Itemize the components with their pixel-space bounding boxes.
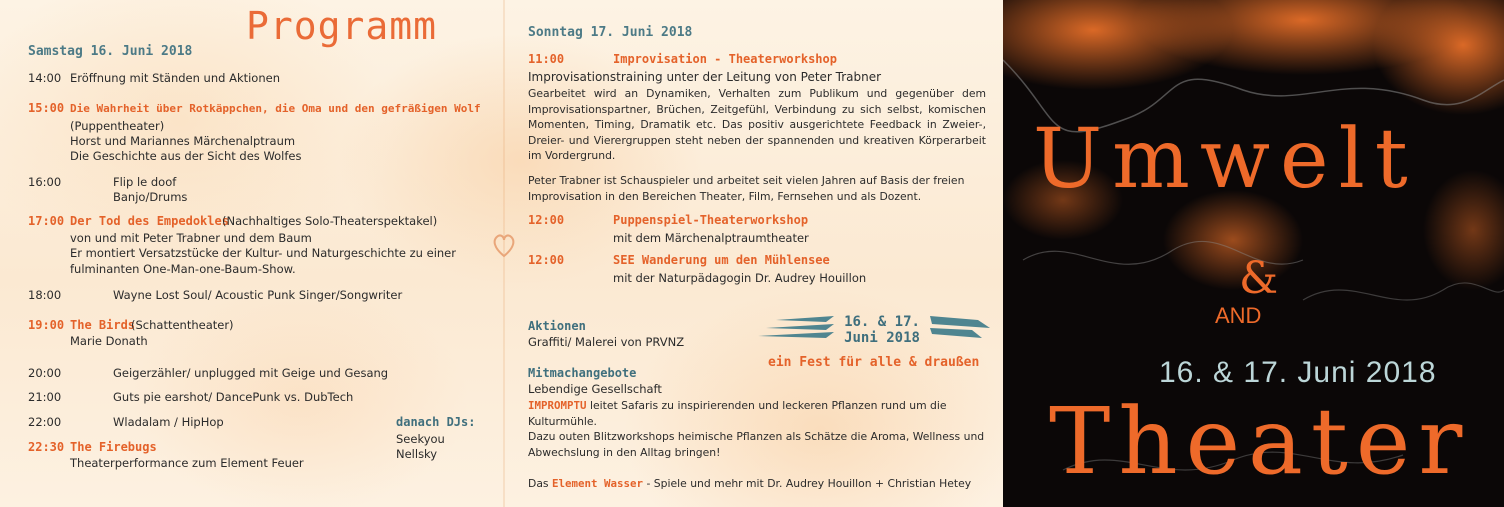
djs-heading: danach DJs:: [396, 415, 476, 429]
event-line: Flip le doof: [113, 175, 177, 189]
time-highlight: 19:00: [28, 318, 65, 332]
workshop-description: Gearbeitet wird an Dynamiken, Verhalten zum Publikum und gegenüber dem Improvisationspartner, Brüchen, Zeitgefühl, Verbindung zu sich selbst, komischen Momenten, Timing, Dramatik etc. Das positiv ausgerichtete Feedback in Zweier-, Dreier- und Vierergruppen steht neben der spannenden und kreativen Körperarbeit im Vordergrund.: [528, 87, 986, 162]
event-line: Die Geschichte aus der Sicht des Wolfes: [70, 149, 302, 163]
element-wasser-line: [528, 476, 988, 492]
time: 14:00: [28, 71, 62, 85]
fest-tagline: ein Fest für alle & draußen: [768, 355, 980, 370]
wing-right-icon: [928, 312, 992, 340]
dj-name: Seekyou: [396, 432, 445, 446]
cover-and: AND: [1215, 303, 1262, 328]
event-text: Guts pie earshot/ DancePunk vs. DubTech: [113, 390, 354, 404]
event-line: Er montiert Versatzstücke der Kultur- und Naturgeschichte zu einer: [70, 246, 456, 260]
swirl-ornament-icon: [488, 228, 520, 258]
event-line: (Puppentheater): [70, 119, 165, 133]
event-text: Wayne Lost Soul/ Acoustic Punk Singer/Songwriter: [113, 288, 403, 302]
time-highlight: 22:30: [28, 440, 65, 454]
wasser-prefix: Das: [528, 477, 549, 490]
mitmach-line: Lebendige Gesellschaft: [528, 382, 662, 396]
event-title: The Firebugs: [70, 440, 157, 454]
cover-panel: [1003, 0, 1504, 507]
event-title: Puppenspiel-Theaterworkshop: [613, 213, 809, 227]
event-title: Der Tod des Empedokles: [70, 214, 229, 228]
aktionen-heading: Aktionen: [528, 319, 586, 333]
mitmach-heading: Mitmachangebote: [528, 366, 637, 380]
cover-word-theater: Theater: [1049, 388, 1471, 495]
event-text: Eröffnung mit Ständen und Aktionen: [70, 71, 280, 85]
cover-date: 16. & 17. Juni 2018: [1159, 356, 1437, 389]
time-highlight: 12:00: [528, 253, 565, 267]
sunday-heading: Sonntag 17. Juni 2018: [528, 25, 693, 40]
time-highlight: 17:00: [28, 214, 65, 228]
event-subtitle: (Nachhaltiges Solo-Theaterspektakel): [222, 214, 438, 228]
fest-date: 16. & 17. Juni 2018: [844, 314, 920, 346]
trainer-bio: Peter Trabner ist Schauspieler und arbeitet seit vielen Jahren auf Basis der freien Improvisation in den Bereichen Theater, Film, Fernsehen und als Dozent.: [528, 174, 965, 203]
event-subtitle: (Schattentheater): [131, 318, 234, 332]
event-line: fulminanten One-Man-one-Baum-Show.: [70, 262, 296, 276]
time-highlight: 11:00: [528, 52, 565, 66]
dj-name: Nellsky: [396, 447, 438, 461]
event-line: von und mit Peter Trabner und dem Baum: [70, 231, 312, 245]
event-title: Die Wahrheit über Rotkäppchen, die Oma und den gefräßigen Wolf: [70, 102, 481, 115]
event-title: Improvisation - Theaterworkshop: [613, 52, 837, 66]
program-title: Programm: [246, 4, 438, 48]
time-highlight: 15:00: [28, 101, 65, 115]
time-highlight: 12:00: [528, 213, 565, 227]
element-wasser-label: Element Wasser: [552, 477, 644, 490]
impromptu-label: IMPROMPTU: [528, 399, 587, 412]
event-line: Theaterperformance zum Element Feuer: [70, 456, 304, 470]
event-text: Geigerzähler/ unplugged mit Geige und Gesang: [113, 366, 389, 380]
event-line: Improvisationstraining unter der Leitung von Peter Trabner: [528, 70, 882, 84]
event-text: Wladalam / HipHop: [113, 415, 224, 429]
event-line: Banjo/Drums: [113, 190, 188, 204]
cover-ampersand: &: [1239, 253, 1279, 304]
saturday-heading: Samstag 16. Juni 2018: [28, 44, 193, 59]
wasser-text: - Spiele und mehr mit Dr. Audrey Houillon + Christian Hetey: [643, 477, 972, 490]
time: 18:00: [28, 288, 62, 302]
event-title: SEE Wanderung um den Mühlensee: [613, 253, 830, 267]
mitmach-line: Dazu outen Blitzworkshops heimische Pflanzen als Schätze die Aroma, Wellness und Abwechslung in den Alltag bringen!: [528, 430, 985, 459]
wing-left-icon: [756, 312, 836, 340]
event-line: Marie Donath: [70, 334, 148, 348]
impromptu-text: leitet Safaris zu inspirierenden und leckeren Pflanzen rund um die Kulturmühle.: [528, 399, 947, 428]
cover-word-umwelt: Umwelt: [1033, 112, 1418, 207]
event-title: The Birds: [70, 318, 136, 332]
aktionen-text: Graffiti/ Malerei von PRVNZ: [528, 335, 685, 349]
mitmach-impromptu: [528, 398, 968, 429]
time: 22:00: [28, 415, 62, 429]
time: 20:00: [28, 366, 62, 380]
event-line: Horst und Mariannes Märchenalptraum: [70, 134, 296, 148]
event-line: mit dem Märchenalptraumtheater: [613, 231, 809, 245]
time: 16:00: [28, 175, 62, 189]
event-line: mit der Naturpädagogin Dr. Audrey Houillon: [613, 271, 867, 285]
time: 21:00: [28, 390, 62, 404]
